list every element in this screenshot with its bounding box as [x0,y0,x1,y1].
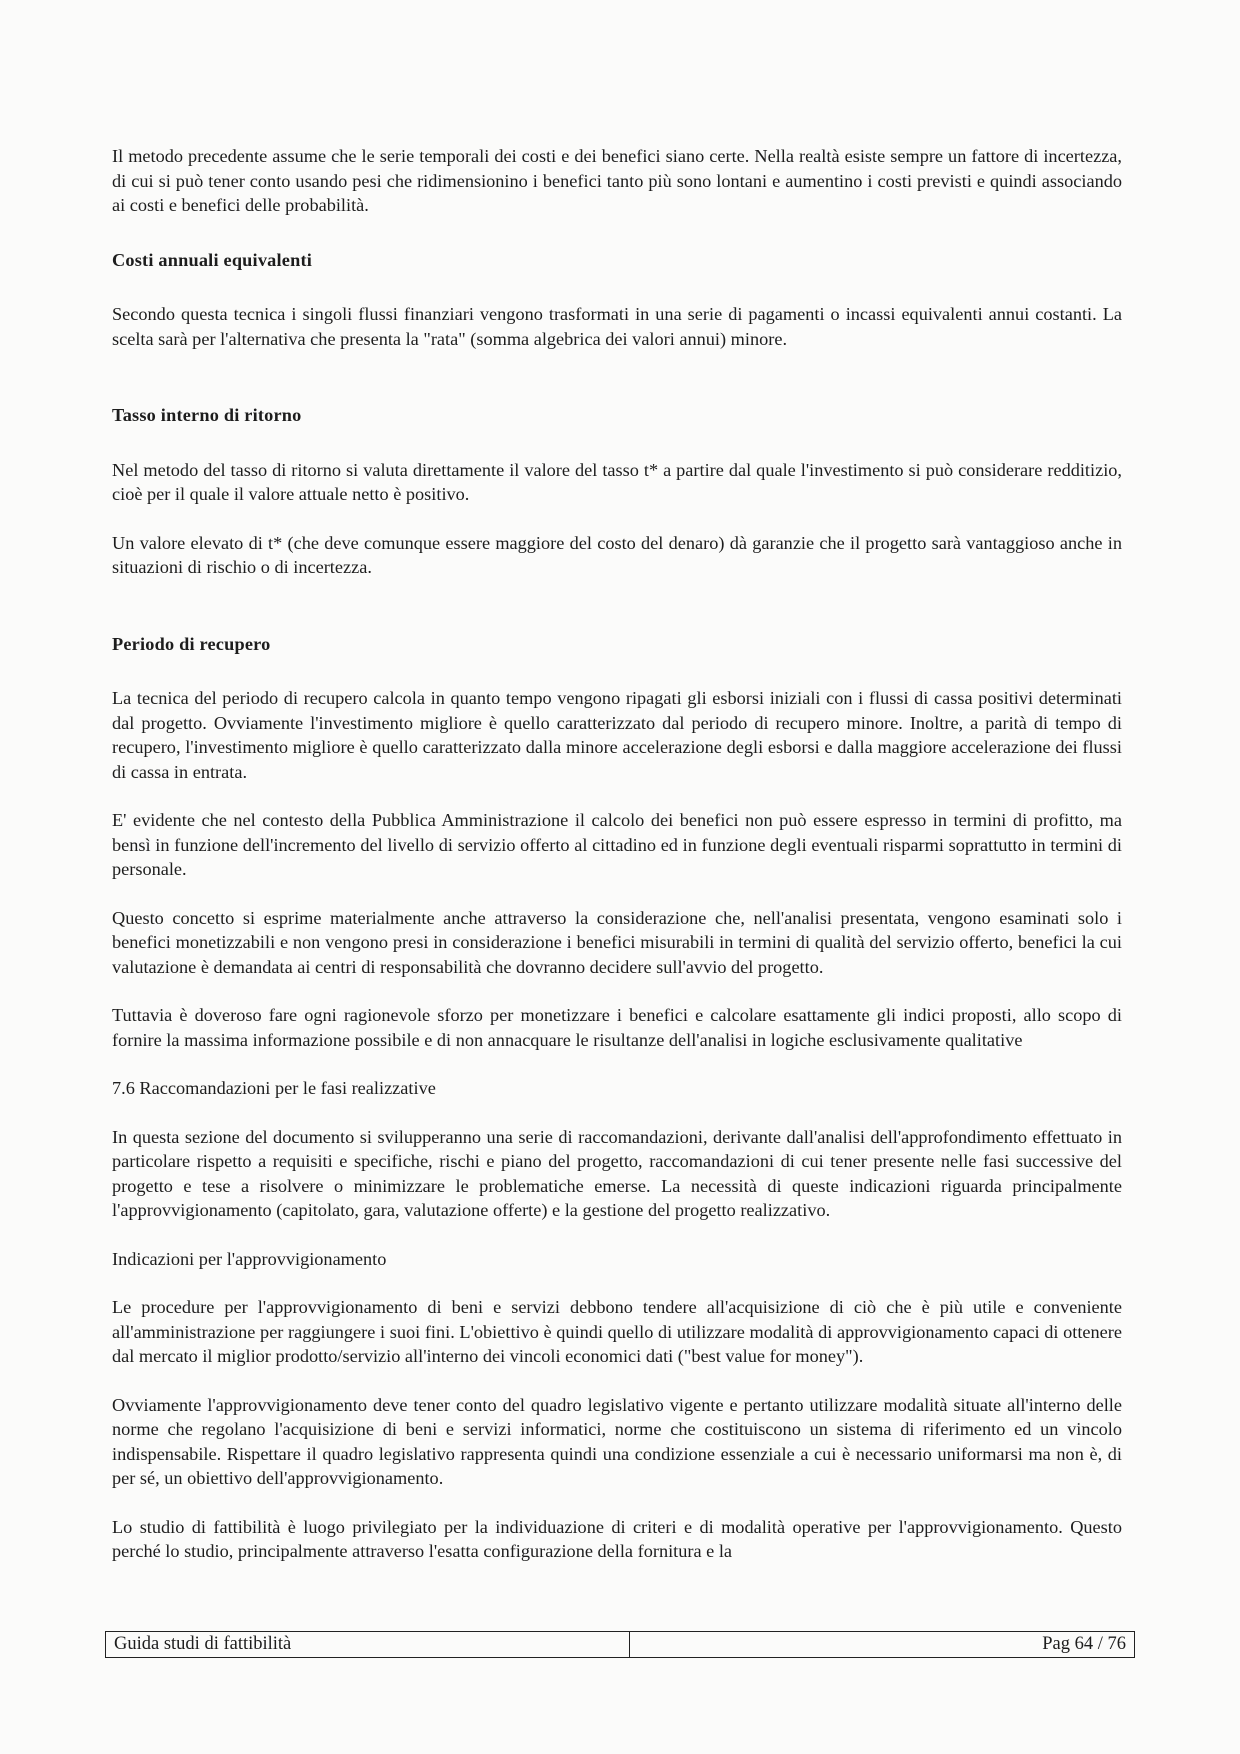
paragraph: Questo concetto si esprime materialmente anche attraverso la considerazione che, nell'analisi presentata, vengono esaminati solo i benefici monetizzabili e non vengono presi in considerazione i benefici misurabili in termini di qualità del servizio offerto, benefici la cui valutazione è demandata ai centri di responsabilità che dovranno decidere sull'avvio del progetto. [112,907,1122,977]
paragraph: In questa sezione del documento si svilupperanno una serie di raccomandazioni, derivante dall'analisi dell'approfondimento effettuato in particolare rispetto a requisiti e specifiche, rischi e piano del progetto, raccomandazioni di cui tener presente nelle fasi successive del progetto e tese a risolvere o minimizzare le problematiche emerse. La necessità di queste indicazioni riguarda principalmente l'approvvigionamento (capitolato, gara, valutazione offerte) e la gestione del progetto realizzativo. [112,1126,1122,1220]
page-number: Pag 64 / 76 [1042,1634,1126,1654]
section-heading-7-6: 7.6 Raccomandazioni per le fasi realizzative [112,1078,436,1098]
section-heading-periodo: Periodo di recupero [112,633,271,654]
paragraph: E' evidente che nel contesto della Pubblica Amministrazione il calcolo dei benefici non può essere espresso in termini di profitto, ma bensì in funzione dell'incremento del livello di servizio offerto al cittadino ed in funzione degli eventuali risparmi soprattutto in termini di personale. [112,810,1122,879]
paragraph: Le procedure per l'approvvigionamento di beni e servizi debbono tendere all'acquisizione di ciò che è più utile e conveniente all'amministrazione per raggiungere i suoi fini. L'obiettivo è quindi quello di utilizzare modalità di approvvigionamento capaci di ottenere dal mercato il miglior prodotto/servizio all'interno dei vincoli economici dati ("best value for money"). [112,1297,1122,1366]
page-footer [105,1631,1135,1658]
footer-title: Guida studi di fattibilità [106,1632,630,1657]
paragraph: La tecnica del periodo di recupero calcola in quanto tempo vengono ripagati gli esborsi iniziali con i flussi di cassa positivi determinati dal progetto. Ovviamente l'investimento migliore è quello caratterizzato dal periodo di recupero minore. Inoltre, a parità di tempo di recupero, l'investimento migliore è quello caratterizzato dalla minore accelerazione degli esborsi e dalla maggiore accelerazione dei flussi di cassa in entrata. [112,688,1122,782]
document-body [112,144,1122,1564]
paragraph: Un valore elevato di t* (che deve comunque essere maggiore del costo del denaro) dà garanzie che il progetto sarà vantaggioso anche in situazioni di rischio o di incertezza. [112,532,1122,577]
paragraph: Il metodo precedente assume che le serie temporali dei costi e dei benefici siano certe. Nella realtà esiste sempre un fattore di incertezza, di cui si può tener conto usando pesi che ridimensionino i benefici tanto più sono lontani e aumentino i costi previsti e quindi associando ai costi e benefici delle probabilità. [112,146,1122,215]
section-heading-costi: Costi annuali equivalenti [112,249,313,270]
section-heading-tasso: Tasso interno di ritorno [112,405,302,425]
paragraph: Secondo questa tecnica i singoli flussi finanziari vengono trasformati in una serie di pagamenti o incassi equivalenti annui costanti. La scelta sarà per l'alternativa che presenta la "rata" (somma algebrica dei valori annui) minore. [112,304,1122,349]
subheading-indicazioni: Indicazioni per l'approvvigionamento [112,1248,387,1269]
paragraph: Tuttavia è doveroso fare ogni ragionevole sforzo per monetizzare i benefici e calcolare esattamente gli indici proposti, allo scopo di fornire la massima informazione possibile e di non annacquare le risultanze dell'analisi in logiche esclusivamente qualitative [112,1005,1122,1050]
paragraph: Lo studio di fattibilità è luogo privilegiato per la individuazione di criteri e di modalità operative per l'approvvigionamento. Questo perché lo studio, principalmente attraverso l'esatta configurazione della fornitura e la [112,1516,1122,1561]
paragraph: Ovviamente l'approvvigionamento deve tener conto del quadro legislativo vigente e pertanto utilizzare modalità situate all'interno delle norme che regolano l'acquisizione di beni e servizi informatici, norme che costituiscono un sistema di riferimento ed un vincolo indispensabile. Rispettare il quadro legislativo rappresenta quindi una condizione essenziale a cui è necessario uniformarsi ma non è, di per sé, un obiettivo dell'approvvigionamento. [112,1394,1122,1488]
paragraph: Nel metodo del tasso di ritorno si valuta direttamente il valore del tasso t* a partire dal quale l'investimento si può considerare redditizio, cioè per il quale il valore attuale netto è positivo. [112,459,1122,504]
